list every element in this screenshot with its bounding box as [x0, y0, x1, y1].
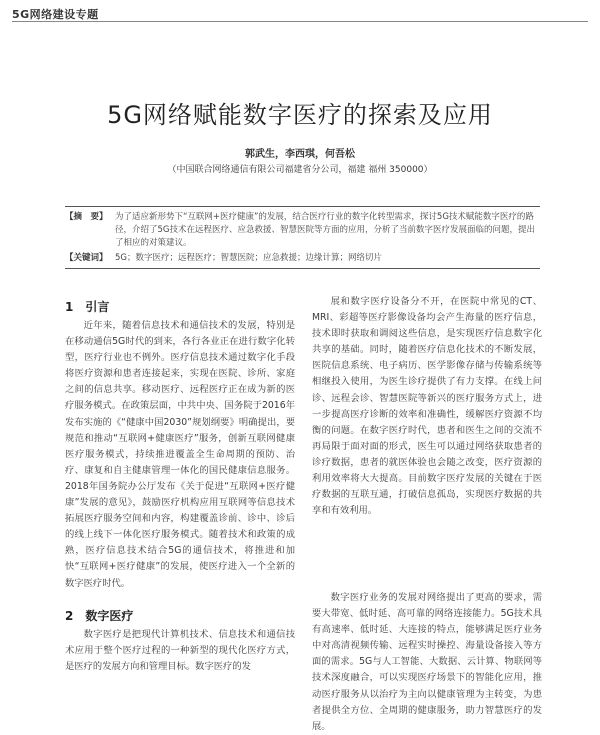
section-2-heading: 2 数字医疗 [65, 609, 134, 623]
section-2-body-left [65, 627, 295, 677]
abstract-top-rule [65, 206, 540, 207]
keywords-label: 【关键词】 [65, 253, 108, 263]
paper-title: 5G网络赋能数字医疗的探索及应用 [107, 101, 493, 129]
paper-affiliation: （中国联合网络通信有限公司福建省分公司，福建 福州 350000） [167, 165, 433, 175]
section-2-body-right-2 [312, 590, 542, 732]
section-2-paragraph-right-1: 展和数字医疗设备分不开，在医院中常见的CT、MRI、彩超等医疗影像设备均会产生海量的医疗信息，技术即时获取和调阅这些信息，是实现医疗信息数字化共享的基础。同时，随着医疗信息化技术的不断发展，医院信息系统、电子病历、医学影像存储与传输系统等相继投入使用，为医生诊疗提供了有力支撑。在线上问诊、远程会诊、智慧医院等新兴的医疗服务方式上，进一步提高医疗诊断的效率和准确性，缓解医疗资源不均衡的问题。在数字医疗时代，患者和医生之间的交流不再局限于面对面的形式，医生可以通过网络获取患者的诊疗数据，患者的就医体验也会随之改变，医疗资源的利用效率将大大提高。目前数字医疗发展的关键在于医疗数据的互联互通，打破信息孤岛，实现医疗数据的共享和有效利用。 [312, 296, 542, 517]
section-1-body [65, 318, 295, 589]
section-1-heading: 1 引言 [65, 300, 110, 314]
header-rule [12, 21, 588, 22]
section-1-paragraph: 近年来，随着信息技术和通信技术的发展，特别是在移动通信5G时代的到来，各行各业正在进行数字化转型，医疗行业也不例外。医疗信息技术通过数字化手段将医疗资源和患者连接起来，实现在医院、诊所、家庭之间的信息共享。移动医疗、远程医疗正在成为新的医疗服务模式。在政策层面，中共中央、国务院于2016年发布实施的《“健康中国2030”规划纲要》明确提出，要规范和推动“互联网+健康医疗”服务，创新互联网健康医疗服务模式，持续推进覆盖全生命周期的预防、治疗、康复和自主健康管理一体化的国民健康信息服务。2018年国务院办公厅发布《关于促进“互联网+医疗健康”发展的意见》，鼓励医疗机构应用互联网等信息技术拓展医疗服务空间和内容，构建覆盖诊前、诊中、诊后的线上线下一体化医疗服务模式。随着技术和政策的成熟，医疗信息技术结合5G的通信技术，将推进和加快“互联网+医疗健康”的发展，使医疗进入一个全新的数字医疗时代。 [65, 320, 295, 589]
section-2-paragraph-right-2: 数字医疗业务的发展对网络提出了更高的要求，需要大带宽、低时延、高可靠的网络连接能力。5G技术具有高速率、低时延、大连接的特点，能够满足医疗业务中对高清视频传输、远程实时操控、海量设备接入等方面的需求。5G与人工智能、大数据、云计算、物联网等技术深度融合，可以实现医疗场景下的智能化应用，推动医疗服务从以治疗为主向以健康管理为主转变，为患者提供全方位、全周期的健康服务，助力智慧医疗的发展。 [312, 592, 542, 732]
running-header: 5G网络建设专题 [12, 8, 99, 21]
keywords-text: 5G；数字医疗；远程医疗；智慧医院；应急救援；边缘计算；网络切片 [115, 253, 382, 263]
abstract-text: 为了适应新形势下“互联网+医疗健康”的发展，结合医疗行业的数字化转型需求，探讨5G技术赋能数字医疗的路径，介绍了5G技术在远程医疗、应急救援、智慧医院等方面的应用，分析了当前数字医疗发展面临的问题，提出了相应的对策建议。 [115, 212, 535, 248]
section-2-paragraph-left: 数字医疗是把现代计算机技术、信息技术和通信技术应用于整个医疗过程的一种新型的现代化医疗方式，是医疗的发展方向和管理目标。数字医疗的发 [65, 629, 295, 673]
abstract-label: 【摘 要】 [65, 212, 108, 222]
keywords-bottom-rule [65, 268, 540, 269]
section-2-body-right-1 [312, 294, 542, 584]
paper-authors: 郭武生，李西琪，何吾松 [245, 149, 355, 160]
